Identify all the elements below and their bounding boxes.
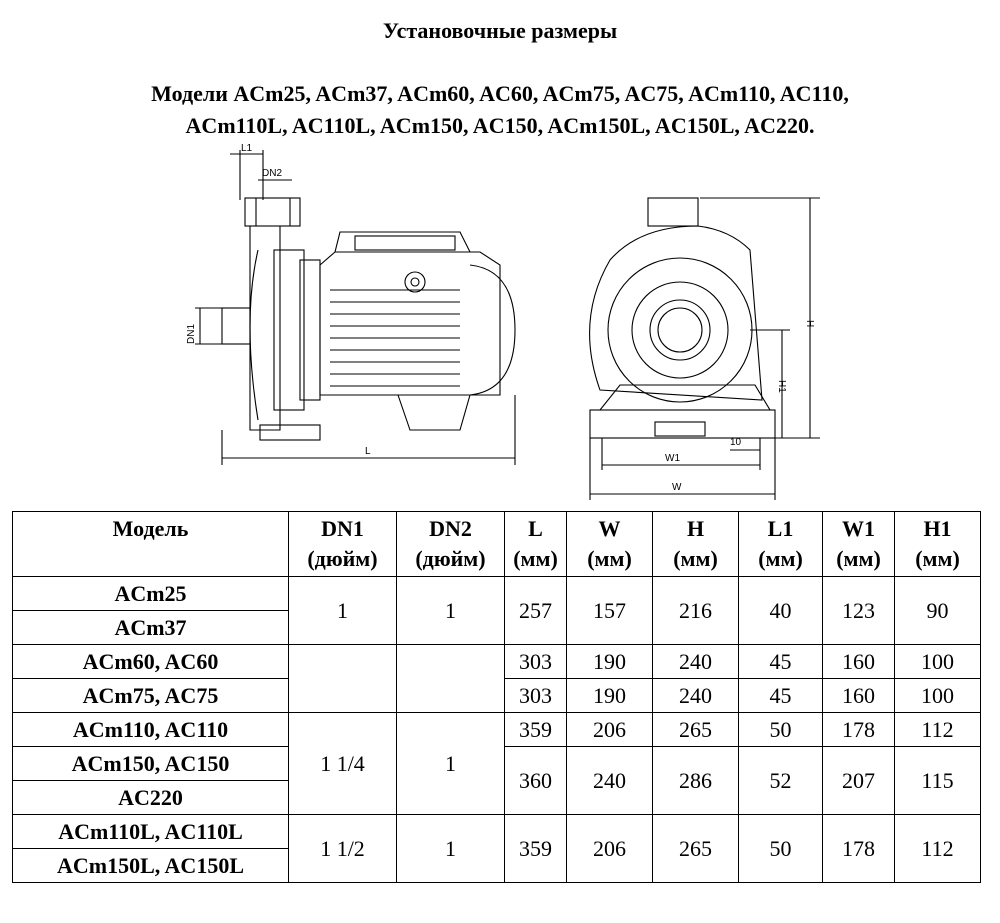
header-h1 xyxy=(895,512,981,577)
w-cell: 206 xyxy=(567,815,653,883)
l-cell: 303 xyxy=(505,645,567,679)
h-cell: 240 xyxy=(653,645,739,679)
dn2-cell: 1 xyxy=(397,815,505,883)
label-dn2: DN2 xyxy=(262,168,283,179)
model-cell: ACm25 xyxy=(13,577,289,611)
h1-cell: 112 xyxy=(895,815,981,883)
h1-cell: 100 xyxy=(895,679,981,713)
header-model-label: Модель xyxy=(112,516,189,541)
h1-cell: 100 xyxy=(895,645,981,679)
header-l1-name: L1 xyxy=(767,516,794,541)
header-l1 xyxy=(739,512,823,577)
header-h xyxy=(653,512,739,577)
table-header-row xyxy=(13,512,981,577)
w1-cell: 178 xyxy=(823,815,895,883)
l1-cell: 52 xyxy=(739,747,823,815)
w-cell: 157 xyxy=(567,577,653,645)
model-cell: ACm110L, AC110L xyxy=(13,815,289,849)
w-cell: 190 xyxy=(567,645,653,679)
models-line-1: Модели ACm25, ACm37, ACm60, AC60, ACm75, AC75, ACm110, AC110, xyxy=(151,81,849,106)
table-row xyxy=(13,815,981,849)
w-cell: 206 xyxy=(567,713,653,747)
label-l1: L1 xyxy=(241,143,253,154)
model-cell: ACm110, AC110 xyxy=(13,713,289,747)
label-h1: H1 xyxy=(776,380,787,393)
h1-cell: 112 xyxy=(895,713,981,747)
l-cell: 257 xyxy=(505,577,567,645)
dn1-cell: 1 xyxy=(289,577,397,645)
dimensions-table xyxy=(12,511,981,883)
header-h-unit: (мм) xyxy=(673,546,718,571)
w1-cell: 178 xyxy=(823,713,895,747)
dn2-cell: 1 xyxy=(397,713,505,815)
header-l-unit: (мм) xyxy=(513,546,558,571)
models-line-2: ACm110L, AC110L, ACm150, AC150, ACm150L, AC150L, AC220. xyxy=(185,113,815,138)
model-cell: ACm37 xyxy=(13,611,289,645)
label-w1: W1 xyxy=(665,453,680,464)
header-l1-unit: (мм) xyxy=(758,546,803,571)
l1-cell: 40 xyxy=(739,577,823,645)
table-row xyxy=(13,713,981,747)
model-cell: ACm75, AC75 xyxy=(13,679,289,713)
header-w1-unit: (мм) xyxy=(836,546,881,571)
h1-cell: 90 xyxy=(895,577,981,645)
front-view xyxy=(590,198,820,500)
l-cell: 303 xyxy=(505,679,567,713)
w1-cell: 123 xyxy=(823,577,895,645)
model-cell: AC220 xyxy=(13,781,289,815)
header-dn1-unit: (дюйм) xyxy=(307,546,378,571)
model-cell: ACm150L, AC150L xyxy=(13,849,289,883)
label-h: H xyxy=(804,320,815,328)
dn1-cell: 1 1/2 xyxy=(289,815,397,883)
h-cell: 265 xyxy=(653,815,739,883)
table-row xyxy=(13,577,981,611)
header-dn2-name: DN2 xyxy=(429,516,472,541)
model-cell: ACm60, AC60 xyxy=(13,645,289,679)
header-l-name: L xyxy=(528,516,543,541)
l-cell: 359 xyxy=(505,815,567,883)
h-cell: 240 xyxy=(653,679,739,713)
side-view xyxy=(186,143,515,465)
header-w1-name: W1 xyxy=(842,516,875,541)
header-w xyxy=(567,512,653,577)
w1-cell: 160 xyxy=(823,645,895,679)
page-title: Установочные размеры xyxy=(382,18,618,43)
l1-cell: 45 xyxy=(739,679,823,713)
l1-cell: 45 xyxy=(739,645,823,679)
label-l: L xyxy=(365,446,371,457)
h-cell: 265 xyxy=(653,713,739,747)
header-model xyxy=(13,512,289,577)
table-row xyxy=(13,645,981,679)
dn1-cell xyxy=(289,645,397,713)
header-w1 xyxy=(823,512,895,577)
l1-cell: 50 xyxy=(739,815,823,883)
dn2-cell xyxy=(397,645,505,713)
w1-cell: 160 xyxy=(823,679,895,713)
header-h-name: H xyxy=(686,516,705,541)
w-cell: 190 xyxy=(567,679,653,713)
pump-dimension-drawing xyxy=(170,140,830,502)
l1-cell: 50 xyxy=(739,713,823,747)
header-h1-name: H1 xyxy=(923,516,952,541)
label-w: W xyxy=(672,482,682,493)
header-dn2 xyxy=(397,512,505,577)
header-w-name: W xyxy=(598,516,621,541)
models-list xyxy=(0,78,1000,142)
header-dn2-unit: (дюйм) xyxy=(415,546,486,571)
w-cell: 240 xyxy=(567,747,653,815)
dn1-cell: 1 1/4 xyxy=(289,713,397,815)
l-cell: 359 xyxy=(505,713,567,747)
h-cell: 286 xyxy=(653,747,739,815)
header-dn1-name: DN1 xyxy=(321,516,364,541)
w1-cell: 207 xyxy=(823,747,895,815)
l-cell: 360 xyxy=(505,747,567,815)
header-dn1 xyxy=(289,512,397,577)
label-dn1: DN1 xyxy=(186,323,197,344)
header-h1-unit: (мм) xyxy=(915,546,960,571)
h1-cell: 115 xyxy=(895,747,981,815)
header-w-unit: (мм) xyxy=(587,546,632,571)
label-10: 10 xyxy=(730,437,742,448)
header-l xyxy=(505,512,567,577)
h-cell: 216 xyxy=(653,577,739,645)
dn2-cell: 1 xyxy=(397,577,505,645)
model-cell: ACm150, AC150 xyxy=(13,747,289,781)
